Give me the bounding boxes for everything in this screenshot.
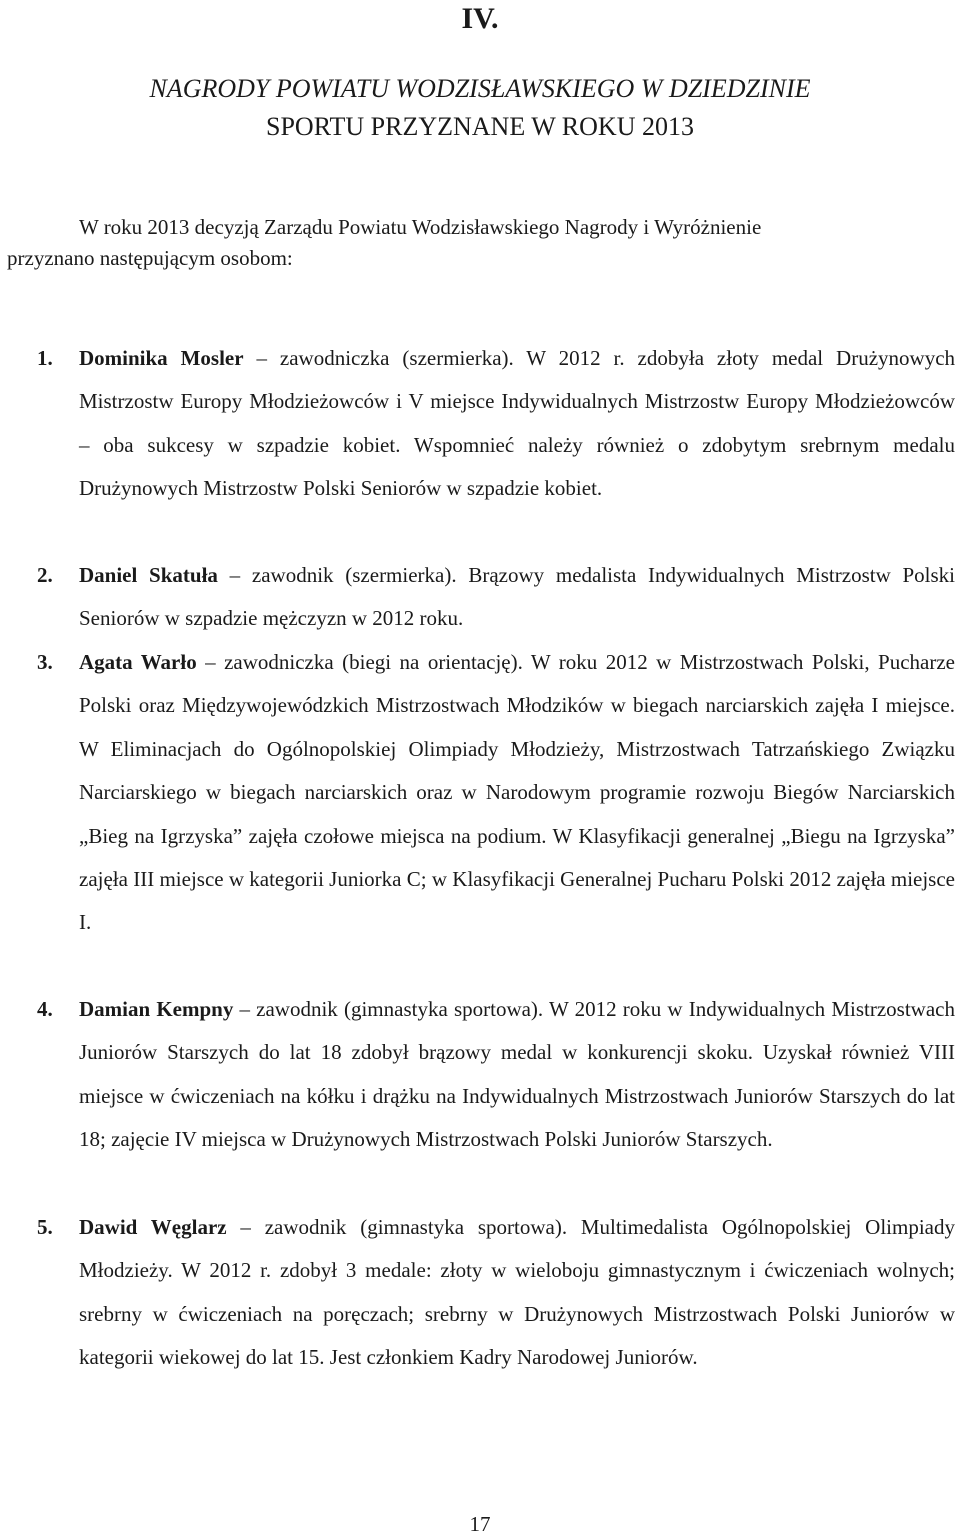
award-item-5 <box>37 1206 956 1380</box>
title-line-2: SPORTU PRZYZNANE W ROKU 2013 <box>266 112 694 141</box>
item-description: – zawodniczka (biegi na orientację). W roku 2012 w Mistrzostwach Polski, Pucharze Polski oraz Międzywojewódzkich Mistrzostwach Młodzików w biegach narciarskich zajęła I miejsce. W Eliminacjach do Ogólnopolskiej Olimpiady Młodzieży, Mistrzostwach Tatrzańskiego Związku Narciarskiego w biegach narciarskich oraz w Narodowym programie rozwoju Biegów Narciarskich „Bieg na Igrzyska” zajęła czołowe miejsca na podium. W Klasyfikacji generalnej „Biegu na Igrzyska” zajęła III miejsce w kategorii Juniorka C; w Klasyfikacji Generalnej Pucharu Polski 2012 zajęła miejsce I. <box>79 650 955 935</box>
item-number: 5. <box>37 1215 53 1239</box>
award-item-3 <box>37 641 955 945</box>
item-description: – zawodnik (gimnastyka sportowa). Multimedalista Ogólnopolskiej Olimpiady Młodzieży. W 2012 r. zdobył 3 medale: złoty w wieloboju gimnastycznym i ćwiczeniach wolnych; srebrny w ćwiczeniach na poręczach; srebrny w Drużynowych Mistrzostwach Polski Juniorów w kategorii wiekowej do lat 15. Jest członkiem Kadry Narodowej Juniorów. <box>79 1215 956 1370</box>
laureate-name: Damian Kempny <box>79 997 234 1021</box>
laureate-name: Dominika Mosler <box>79 346 244 370</box>
document-title <box>40 70 920 146</box>
item-description: – zawodniczka (szermierka). W 2012 r. zdobyła złoty medal Drużynowych Mistrzostw Europy Młodzieżowców i V miejsce Indywidualnych Mistrzostw Europy Młodzieżowców – oba sukcesy w szpadzie kobiet. Wspomnieć należy również o zdobytym srebrnym medalu Drużynowych Mistrzostw Polski Seniorów w szpadzie kobiet. <box>79 346 956 501</box>
award-item-1 <box>37 337 956 511</box>
intro-line-1: W roku 2013 decyzją Zarządu Powiatu Wodzisławskiego Nagrody i Wyróżnienie <box>79 215 762 239</box>
item-description: – zawodnik (gimnastyka sportowa). W 2012 roku w Indywidualnych Mistrzostwach Juniorów Starszych do lat 18 zdobył brązowy medal w konkurencji skoku. Uzyskał również VIII miejsce w ćwiczeniach na kółku i drążku na Indywidualnych Mistrzostwach Juniorów Starszych do lat 18; zajęcie IV miejsca w Drużynowych Mistrzostwach Polski Juniorów Starszych. <box>79 997 955 1152</box>
laureate-name: Daniel Skatuła <box>79 563 218 587</box>
award-item-4 <box>37 988 955 1162</box>
page-number: 17 <box>469 1512 491 1536</box>
intro-paragraph <box>7 212 953 274</box>
item-number: 2. <box>37 563 53 587</box>
intro-line-2: przyznano następującym osobom: <box>7 246 293 270</box>
chapter-number: IV. <box>461 2 499 35</box>
item-number: 1. <box>37 346 53 370</box>
laureate-name: Agata Warło <box>79 650 197 674</box>
title-line-1: NAGRODY POWIATU WODZISŁAWSKIEGO W DZIEDZINIE <box>149 74 811 103</box>
item-number: 4. <box>37 997 53 1021</box>
laureate-name: Dawid Węglarz <box>79 1215 227 1239</box>
item-description: – zawodnik (szermierka). Brązowy medalista Indywidualnych Mistrzostw Polski Seniorów w szpadzie mężczyzn w 2012 roku. <box>79 563 956 631</box>
award-item-2 <box>37 554 956 641</box>
item-number: 3. <box>37 650 53 674</box>
